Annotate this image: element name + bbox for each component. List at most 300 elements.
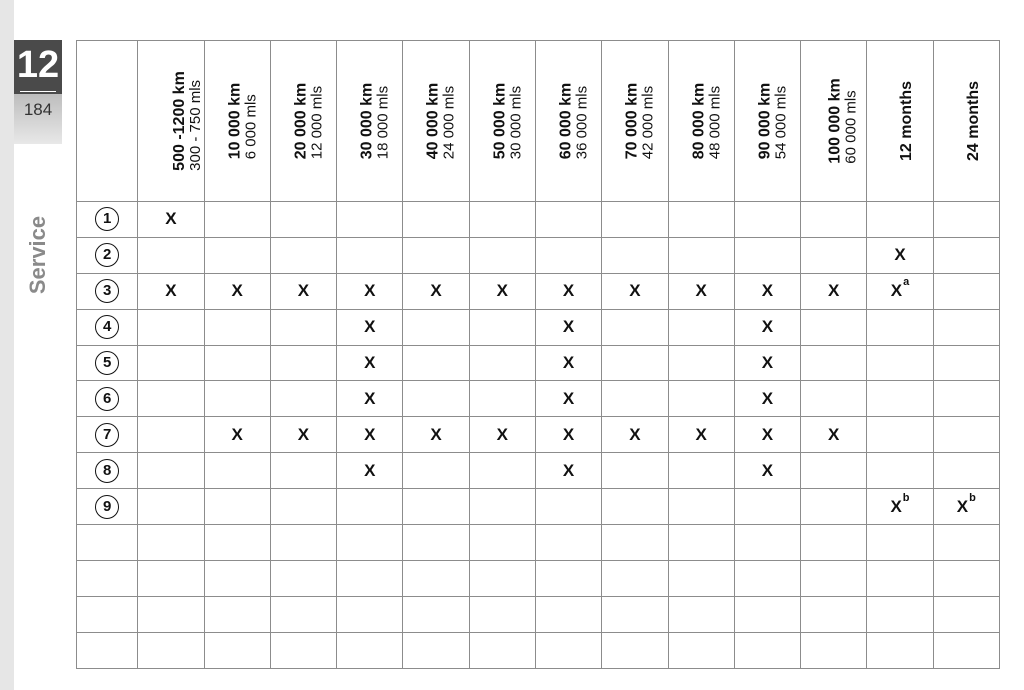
table-cell <box>204 489 270 525</box>
service-schedule-table <box>76 40 1000 666</box>
table-cell <box>535 525 601 561</box>
table-cell <box>204 560 270 596</box>
check-mark: X <box>761 281 774 301</box>
column-header-label <box>899 81 915 161</box>
table-cell <box>403 417 469 453</box>
column-header <box>801 41 867 202</box>
column-header <box>204 41 270 202</box>
table-cell <box>337 273 403 309</box>
table-cell <box>138 417 204 453</box>
table-cell <box>801 525 867 561</box>
table-cell <box>867 345 933 381</box>
table-cell <box>535 309 601 345</box>
column-header <box>403 41 469 202</box>
table-cell <box>270 560 336 596</box>
row-number-cell <box>77 632 138 668</box>
table-cell <box>734 273 800 309</box>
table-cell <box>204 632 270 668</box>
table-cell <box>204 345 270 381</box>
table-cell <box>270 202 336 238</box>
column-header <box>535 41 601 202</box>
interval-primary: 70 000 km <box>623 82 641 159</box>
interval-primary: 90 000 km <box>756 82 774 159</box>
table-cell <box>535 453 601 489</box>
check-mark: $X^a$ <box>890 276 910 301</box>
column-header-label <box>492 82 524 159</box>
check-mark: $X^b$ <box>890 491 910 516</box>
table-cell <box>668 560 734 596</box>
column-header <box>867 41 933 202</box>
table-cell <box>734 596 800 632</box>
table-row <box>77 596 1000 632</box>
check-mark: X <box>828 281 840 301</box>
column-header <box>602 41 668 202</box>
table-cell <box>403 632 469 668</box>
check-mark: X <box>562 424 575 444</box>
table-cell <box>933 202 999 238</box>
interval-primary: 500 -1200 km <box>171 70 189 171</box>
table-cell <box>535 345 601 381</box>
table-cell <box>270 345 336 381</box>
table-cell <box>801 309 867 345</box>
check-mark: X <box>364 460 376 480</box>
column-header <box>933 41 999 202</box>
table-row <box>77 237 1000 273</box>
check-mark: X <box>364 424 376 444</box>
table-cell <box>867 417 933 453</box>
check-mark: X <box>695 281 707 301</box>
table-cell <box>734 525 800 561</box>
table-cell <box>602 489 668 525</box>
table-cell <box>867 596 933 632</box>
table-cell <box>801 596 867 632</box>
interval-miles: 18 000 mls <box>374 85 392 159</box>
table-cell <box>801 273 867 309</box>
check-mark: X <box>695 424 707 444</box>
table-cell <box>469 309 535 345</box>
table-row <box>77 309 1000 345</box>
table-cell <box>602 596 668 632</box>
table-row <box>77 489 1000 525</box>
table-cell <box>138 273 204 309</box>
column-header <box>734 41 800 202</box>
interval-primary: 10 000 km <box>225 82 243 159</box>
table-row <box>77 345 1000 381</box>
check-mark: X <box>562 460 575 480</box>
check-mark: X <box>562 317 575 337</box>
table-cell <box>933 381 999 417</box>
check-mark: X <box>231 424 243 444</box>
table-cell <box>337 632 403 668</box>
table-cell <box>801 381 867 417</box>
column-header-label <box>359 82 391 159</box>
table-row <box>77 632 1000 668</box>
table-cell <box>403 381 469 417</box>
table-cell <box>801 453 867 489</box>
column-header <box>138 41 204 202</box>
row-number-circle: 2 <box>95 243 119 267</box>
column-header-label <box>426 82 458 159</box>
table-cell <box>602 632 668 668</box>
check-mark: X <box>430 281 442 301</box>
table-cell <box>867 632 933 668</box>
column-header-label <box>624 82 656 159</box>
row-number-cell <box>77 273 138 309</box>
table-cell <box>734 632 800 668</box>
table-cell <box>535 202 601 238</box>
interval-primary: 80 000 km <box>689 82 707 159</box>
table-cell <box>204 596 270 632</box>
table-cell <box>469 632 535 668</box>
table-cell <box>668 273 734 309</box>
table-cell <box>933 525 999 561</box>
page-number: 184 <box>23 100 53 119</box>
table-cell <box>734 345 800 381</box>
column-header <box>270 41 336 202</box>
column-header <box>668 41 734 202</box>
table-cell <box>867 453 933 489</box>
table-cell <box>469 525 535 561</box>
check-mark: $X^b$ <box>956 491 976 516</box>
table-cell <box>867 525 933 561</box>
table-cell <box>535 381 601 417</box>
table-cell <box>403 525 469 561</box>
table-cell <box>535 237 601 273</box>
table-cell <box>138 632 204 668</box>
check-mark: X <box>496 281 508 301</box>
check-mark: X <box>165 281 177 301</box>
table-cell <box>602 309 668 345</box>
table-cell <box>602 453 668 489</box>
table-cell <box>403 489 469 525</box>
table-cell <box>602 381 668 417</box>
table-cell <box>734 489 800 525</box>
table-cell <box>204 273 270 309</box>
table-cell <box>270 309 336 345</box>
table-cell <box>602 345 668 381</box>
table-cell <box>734 417 800 453</box>
row-number-cell <box>77 237 138 273</box>
chapter-divider <box>20 91 56 92</box>
table-cell <box>204 453 270 489</box>
column-header-label <box>293 82 325 159</box>
table-cell <box>138 237 204 273</box>
row-number-circle: 7 <box>95 423 119 447</box>
row-number-cell <box>77 453 138 489</box>
table-cell <box>867 381 933 417</box>
row-number-circle: 4 <box>95 315 119 339</box>
row-number-cell <box>77 525 138 561</box>
table-cell <box>270 632 336 668</box>
table-cell <box>535 489 601 525</box>
table-cell <box>668 453 734 489</box>
table-cell <box>204 202 270 238</box>
table-cell <box>933 632 999 668</box>
table-cell <box>337 237 403 273</box>
table-cell <box>734 202 800 238</box>
footnote-marker: b <box>969 491 976 504</box>
table-cell <box>801 489 867 525</box>
interval-miles: 12 000 mls <box>308 85 326 159</box>
interval-primary: 24 months <box>964 80 982 162</box>
table-cell <box>668 345 734 381</box>
column-header-label <box>172 71 204 171</box>
table-cell <box>602 525 668 561</box>
table-cell <box>602 237 668 273</box>
table-cell <box>535 273 601 309</box>
table-row <box>77 417 1000 453</box>
table-cell <box>602 417 668 453</box>
interval-primary: 12 months <box>898 80 916 162</box>
footnote-marker: b <box>902 491 910 504</box>
table-cell <box>403 560 469 596</box>
table-cell <box>734 309 800 345</box>
table-cell <box>933 489 999 525</box>
check-mark: X <box>364 281 376 301</box>
table-cell <box>734 453 800 489</box>
row-number-circle: 8 <box>95 459 119 483</box>
table-cell <box>138 489 204 525</box>
table-cell <box>270 596 336 632</box>
table-cell <box>403 345 469 381</box>
table-cell <box>337 525 403 561</box>
table-cell <box>933 453 999 489</box>
table-cell <box>933 560 999 596</box>
table-cell <box>337 381 403 417</box>
table-cell <box>270 273 336 309</box>
check-mark: X <box>430 424 442 444</box>
table-cell <box>337 345 403 381</box>
interval-miles: 24 000 mls <box>440 85 458 159</box>
table-cell <box>138 596 204 632</box>
table-cell <box>403 596 469 632</box>
row-number-circle: 5 <box>95 351 119 375</box>
table-cell <box>270 237 336 273</box>
check-mark: X <box>496 424 508 444</box>
row-number-circle: 3 <box>95 279 119 303</box>
table-cell <box>138 525 204 561</box>
column-header-label <box>828 78 860 163</box>
check-mark: X <box>761 460 774 480</box>
table-cell <box>270 453 336 489</box>
interval-primary: 50 000 km <box>490 82 508 159</box>
row-number-cell <box>77 345 138 381</box>
table-cell <box>933 345 999 381</box>
table-cell <box>403 237 469 273</box>
table-cell <box>668 417 734 453</box>
table-cell <box>138 202 204 238</box>
table-cell <box>204 381 270 417</box>
table-cell <box>602 202 668 238</box>
table-cell <box>469 237 535 273</box>
footnote-marker: a <box>903 276 910 289</box>
table-cell <box>801 202 867 238</box>
table-cell <box>337 309 403 345</box>
table-cell <box>403 273 469 309</box>
interval-miles: 54 000 mls <box>772 85 790 159</box>
column-header-label <box>227 82 259 159</box>
table-cell <box>270 381 336 417</box>
table-cell <box>138 309 204 345</box>
interval-miles: 48 000 mls <box>705 85 723 159</box>
interval-miles: 36 000 mls <box>573 85 591 159</box>
row-number-cell <box>77 596 138 632</box>
table-cell <box>801 345 867 381</box>
table-row <box>77 560 1000 596</box>
table-row <box>77 453 1000 489</box>
table-cell <box>801 237 867 273</box>
table-row <box>77 381 1000 417</box>
table-cell <box>403 309 469 345</box>
interval-primary: 20 000 km <box>292 82 310 159</box>
table-cell <box>204 237 270 273</box>
column-header-label <box>966 81 982 161</box>
table-cell <box>204 309 270 345</box>
check-mark: X <box>629 281 641 301</box>
table-cell <box>734 237 800 273</box>
check-mark: X <box>297 424 310 444</box>
interval-miles: 30 000 mls <box>506 85 524 159</box>
chapter-number: 12 <box>16 44 60 86</box>
table-cell <box>668 237 734 273</box>
table-cell <box>801 417 867 453</box>
row-number-cell <box>77 309 138 345</box>
row-number-circle: 1 <box>95 207 119 231</box>
row-number-cell <box>77 381 138 417</box>
table-cell <box>337 489 403 525</box>
table-cell <box>270 417 336 453</box>
table-cell <box>933 309 999 345</box>
check-mark: X <box>629 424 641 444</box>
table-cell <box>668 525 734 561</box>
check-mark: X <box>364 353 376 372</box>
table-cell <box>469 381 535 417</box>
table-cell <box>535 417 601 453</box>
table-cell <box>668 202 734 238</box>
section-title: Service <box>25 215 50 295</box>
chapter-tab <box>14 40 62 144</box>
table-cell <box>403 202 469 238</box>
table-row <box>77 273 1000 309</box>
table-cell <box>138 453 204 489</box>
row-number-cell <box>77 560 138 596</box>
table-cell <box>734 381 800 417</box>
table-cell <box>668 489 734 525</box>
table-cell <box>337 560 403 596</box>
table-cell <box>138 560 204 596</box>
table-cell <box>469 273 535 309</box>
table-cell <box>469 345 535 381</box>
check-mark: X <box>562 388 575 408</box>
table-cell <box>867 202 933 238</box>
table-cell <box>668 309 734 345</box>
table-cell <box>867 489 933 525</box>
page-edge-strip <box>0 0 14 690</box>
check-mark: X <box>165 209 177 229</box>
interval-miles: 60 000 mls <box>842 89 860 164</box>
table-cell <box>469 453 535 489</box>
check-mark: X <box>761 353 774 372</box>
check-mark: X <box>828 424 840 444</box>
column-header <box>337 41 403 202</box>
table-cell <box>867 560 933 596</box>
check-mark: X <box>761 317 774 337</box>
table-cell <box>270 525 336 561</box>
table-cell <box>801 632 867 668</box>
table-cell <box>933 417 999 453</box>
check-mark: X <box>364 388 376 408</box>
check-mark: X <box>364 317 376 337</box>
table-cell <box>469 202 535 238</box>
interval-primary: 40 000 km <box>424 82 442 159</box>
table-cell <box>337 596 403 632</box>
table-cell <box>535 560 601 596</box>
interval-primary: 30 000 km <box>358 82 376 159</box>
column-header-label <box>691 82 723 159</box>
interval-miles: 42 000 mls <box>639 85 657 159</box>
check-mark: X <box>562 353 575 372</box>
column-header <box>469 41 535 202</box>
table-cell <box>469 596 535 632</box>
column-header-label <box>558 82 590 159</box>
interval-primary: 100 000 km <box>826 77 844 164</box>
service-grid <box>76 40 1000 669</box>
table-cell <box>469 560 535 596</box>
table-cell <box>933 273 999 309</box>
table-cell <box>204 417 270 453</box>
check-mark: X <box>761 424 774 444</box>
check-mark: X <box>894 245 906 265</box>
table-cell <box>867 273 933 309</box>
row-number-cell <box>77 417 138 453</box>
table-cell <box>535 596 601 632</box>
row-number-cell <box>77 489 138 525</box>
table-cell <box>270 489 336 525</box>
table-cell <box>933 237 999 273</box>
check-mark: X <box>231 281 243 301</box>
row-number-circle: 9 <box>95 495 119 519</box>
check-mark: X <box>761 388 774 408</box>
table-cell <box>469 489 535 525</box>
table-cell <box>337 202 403 238</box>
column-header-label <box>757 82 789 159</box>
table-cell <box>602 273 668 309</box>
table-cell <box>138 345 204 381</box>
table-row <box>77 525 1000 561</box>
header-row <box>77 41 1000 202</box>
table-cell <box>668 632 734 668</box>
table-cell <box>469 417 535 453</box>
table-cell <box>602 560 668 596</box>
table-cell <box>801 560 867 596</box>
table-cell <box>337 453 403 489</box>
table-cell <box>204 525 270 561</box>
table-cell <box>867 309 933 345</box>
header-corner <box>77 41 138 202</box>
table-cell <box>535 632 601 668</box>
table-cell <box>668 381 734 417</box>
check-mark: X <box>562 281 575 301</box>
table-row <box>77 202 1000 238</box>
table-cell <box>668 596 734 632</box>
table-cell <box>867 237 933 273</box>
row-number-circle: 6 <box>95 387 119 411</box>
interval-miles: 6 000 mls <box>241 93 259 159</box>
interval-miles: 300 - 750 mls <box>187 79 205 171</box>
check-mark: X <box>297 281 310 301</box>
table-cell <box>933 596 999 632</box>
table-cell <box>138 381 204 417</box>
